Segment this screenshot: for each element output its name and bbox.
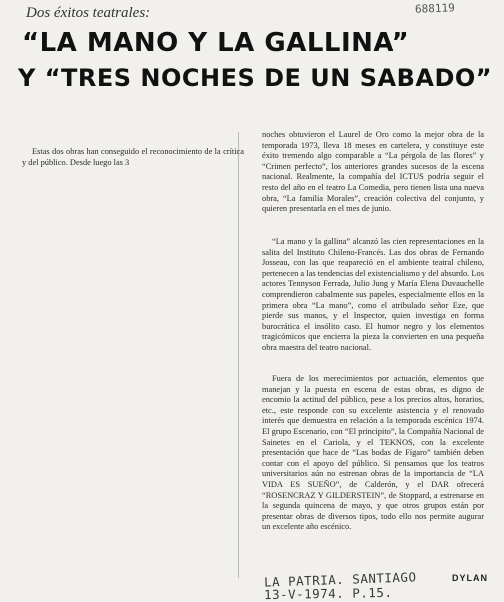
headline-line-1: “LA MANO Y LA GALLINA” [22,28,410,58]
right-paragraph-2: “La mano y la gallina” alcanzó las cien representaciones en la salita del Instituto Chileno-Francés. Las dos obras de Fernando Josseau, con las que reapareció en el ambiente teatral chileno, pertenecen a las tendencias del existencialismo y del absurdo. Los actores Tennyson Ferrada, Julio Jung y María Elena Duvauchelle comprendieron cabalmente sus papeles, especialmente ellos en la primera obra “La mano”, como el atribulado señor Eze, que pierde sus manos, y el Inspector, quien investiga en forma burocrática el insólito caso. El humor negro y los elementos tragicómicos que encierra la pieza la convierten en una pequeña obra maestra del teatro nacional. [262,237,484,352]
left-column [22,147,244,176]
right-paragraph-1: noches obtuvieron el Laurel de Oro como la mejor obra de la temporada 1973, lleva 18 meses en cartelera, y constituye este éxito tremendo algo comparable a “La pérgola de las flores” y “Crimen perfecto”, los anteriores grandes sucesos de la escena nacional. Realmente, la compañía del ICTUS podría seguir el resto del año en el teatro La Comedia, pero tienen lista una nueva obra, “La familia Morales”, creación colectiva del conjunto, y quieren presentarla en el mes de junio. [262,130,484,214]
right-column-block-3 [262,374,484,541]
handwritten-date: 13-V-1974. P.15. [263,584,393,602]
right-column-block-2 [262,237,484,362]
handwritten-source: LA PATRIA. SANTIAGO [263,569,417,590]
headline-line-2: Y “TRES NOCHES DE UN SABADO” [18,64,493,92]
right-paragraph-3: Fuera de los merecimientos por actuación, elementos que manejan y la puesta en escena de estas obras, es digno de encomio la actitud del público, pese a los precios altos, horarios, etc., este responde con su excelente asistencia y el renovado interés que demuestra en relación a la temporada escénica 1974. El grupo Escenario, con “El principito”, la Compañía Nacional de Sainetes en el Cariola, y el TEKNOS, con la excelente presentación que hace de “Las bodas de Fígaro” también deben contar con el apoyo del público. Si pensamos que los teatros universitarios aún no estrenan obras de la importancia de “LA VIDA ES SUEÑO”, de Calderón, y el DAR ofrecerá “ROSENCRAZ Y GILDERSTEIN”, de Stoppard, a estrenarse en la segunda quincena de mayo, y que otros grupos están por presentar obras de diversos tipos, todo ello nos permite augurar un excelente año escénico. [262,374,484,532]
byline: DYLAN [452,573,488,583]
left-paragraph-1: Estas dos obras han conseguido el reconocimiento de la crítica y del público. Desde luego las 3 [22,147,244,167]
column-divider [238,132,239,578]
kicker: Dos éxitos teatrales: [26,5,151,21]
right-column-block-1 [262,130,484,223]
archive-number: 688119 [414,1,455,16]
